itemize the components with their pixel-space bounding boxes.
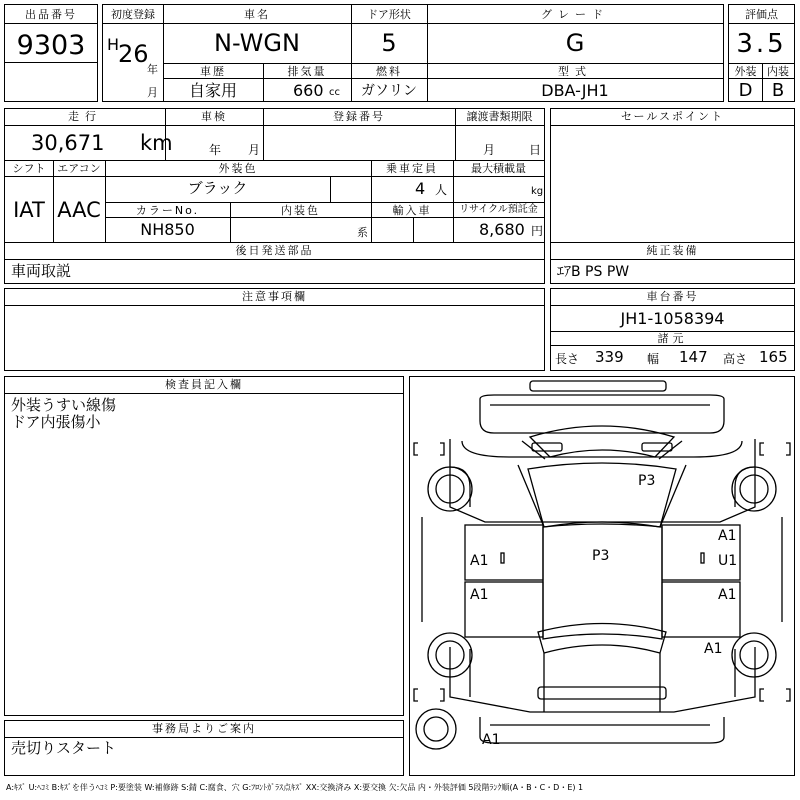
inspector-label: 検査員記入欄 xyxy=(165,378,243,391)
office-box xyxy=(4,720,404,776)
inspection-label: 車検 xyxy=(201,110,227,123)
aircon-label: エアコン xyxy=(57,162,101,175)
ext-color: ブラック xyxy=(187,179,248,197)
inspector-note-2: ドア内張傷小 xyxy=(11,413,101,431)
later-parts: 車両取説 xyxy=(11,262,72,280)
width: 147 xyxy=(679,348,708,366)
capacity-unit: 人 xyxy=(435,183,448,197)
notes-box xyxy=(4,288,545,371)
aircon: AAC xyxy=(57,198,101,222)
shift-label: シフト xyxy=(12,162,46,175)
inspection-year: 年 xyxy=(209,143,222,157)
exterior-grade: D xyxy=(738,80,753,101)
mileage-label: 走行 xyxy=(68,110,102,123)
recycle-unit: 円 xyxy=(531,224,544,238)
genuine-equipment-label: 純正装備 xyxy=(646,244,699,257)
height-label: 高さ xyxy=(723,352,748,366)
grade: G xyxy=(565,29,585,57)
damage-mark-roof: P3 xyxy=(592,548,610,564)
reg-no-label: 登録番号 xyxy=(333,110,385,123)
int-color-label: 内装色 xyxy=(281,204,320,217)
first-reg-year: 26 xyxy=(118,40,149,68)
interior-label: 内装 xyxy=(767,65,789,78)
score-box xyxy=(728,4,795,102)
sales-point-box xyxy=(550,108,795,284)
interior-grade: B xyxy=(771,80,785,101)
inspection-month: 月 xyxy=(248,143,261,157)
lot-number-label: 出品番号 xyxy=(25,8,77,21)
history-label: 車歴 xyxy=(200,65,226,78)
vehicle-header-box xyxy=(102,4,724,102)
load-unit: kg xyxy=(531,186,544,197)
damage-diagram xyxy=(409,376,795,776)
transfer-label: 譲渡書類期限 xyxy=(466,110,533,123)
length-label: 長さ xyxy=(555,352,580,366)
fuel: ガソリン xyxy=(361,83,417,99)
office-label: 事務局よりご案内 xyxy=(152,722,256,735)
recycle-label: リサイクル預託金 xyxy=(459,204,538,215)
width-label: 幅 xyxy=(647,352,660,366)
lot-number: 9303 xyxy=(16,30,86,61)
notes-label: 注意事項欄 xyxy=(242,290,307,303)
exterior-label: 外装 xyxy=(734,65,757,78)
damage-mark-left-front-door: A1 xyxy=(470,553,489,569)
car-outline xyxy=(410,377,794,775)
mileage-unit: km xyxy=(140,131,173,155)
grade-label: グレード xyxy=(541,8,609,21)
damage-mark-left-rear-door: A1 xyxy=(470,587,489,603)
car-name-label: 車名 xyxy=(244,8,270,21)
genuine-equipment: ｴｱB PS PW xyxy=(557,264,630,280)
month-unit: 月 xyxy=(147,86,158,99)
transfer-month: 月 xyxy=(483,143,496,157)
era: H xyxy=(107,35,120,54)
damage-mark-right-rear: A1 xyxy=(704,641,723,657)
color-no: NH850 xyxy=(140,220,195,239)
inspector-note-1: 外装うすい線傷 xyxy=(11,396,117,414)
score-label: 評価点 xyxy=(745,8,778,21)
later-parts-label: 後日発送部品 xyxy=(235,244,314,257)
mileage: 30,671 xyxy=(31,131,105,155)
damage-mark-right-front-door: A1 xyxy=(718,528,737,544)
legend: A:ｷｽﾞ U:ﾍｺﾐ B:ｷｽﾞを伴うﾍｺﾐ P:要塗装 W:補修跡 S:錆 C:腐食、穴 G:ﾌﾛﾝﾄｶﾞﾗｽ点ｷｽﾞ XX:交換済み X:要交換 欠:欠品 内・外装評価 5段階ﾗﾝｸ順(A・B・C・D・E) 1 xyxy=(6,783,584,792)
model-code: DBA-JH1 xyxy=(541,81,609,100)
recycle-amount: 8,680 xyxy=(479,220,525,239)
door-label: ドア形状 xyxy=(367,8,411,21)
first-reg-label: 初度登録 xyxy=(111,8,155,21)
year-unit: 年 xyxy=(147,63,158,76)
door-count: 5 xyxy=(381,29,397,57)
ext-color-label: 外装色 xyxy=(218,162,258,175)
capacity-label: 乗車定員 xyxy=(386,162,438,175)
lot-number-box xyxy=(4,4,98,102)
chassis-box xyxy=(550,288,795,371)
transfer-day: 日 xyxy=(529,143,542,157)
history: 自家用 xyxy=(188,81,237,100)
car-name: N-WGN xyxy=(214,29,300,57)
model-code-label: 型式 xyxy=(558,65,592,78)
damage-mark-right-door-u1: U1 xyxy=(718,553,738,569)
chassis-label: 車台番号 xyxy=(646,290,699,303)
fuel-label: 燃料 xyxy=(376,65,402,78)
displacement-label: 排気量 xyxy=(287,65,327,78)
damage-mark-hood: P3 xyxy=(638,473,656,489)
max-load-label: 最大積載量 xyxy=(471,162,526,175)
displacement: 660 xyxy=(293,81,324,100)
sales-point-label: セールスポイント xyxy=(620,110,724,123)
chassis-number: JH1-1058394 xyxy=(620,309,725,328)
overall-score: 3.5 xyxy=(736,29,787,59)
shift: IAT xyxy=(13,198,45,222)
details-box xyxy=(4,108,545,284)
damage-mark-rear-bumper: A1 xyxy=(482,732,501,748)
inspector-box xyxy=(4,376,404,716)
capacity: 4 xyxy=(415,179,426,198)
color-no-label: カラーNo. xyxy=(135,204,200,217)
office-note: 売切りスタート xyxy=(11,739,117,757)
int-color-unit: 系 xyxy=(357,226,368,239)
import-label: 輸入車 xyxy=(392,204,432,217)
displacement-unit: cc xyxy=(329,87,340,98)
length: 339 xyxy=(595,348,624,366)
height: 165 xyxy=(759,348,788,366)
damage-mark-right-front-door-2: A1 xyxy=(718,587,737,603)
dims-label: 諸元 xyxy=(657,332,688,345)
